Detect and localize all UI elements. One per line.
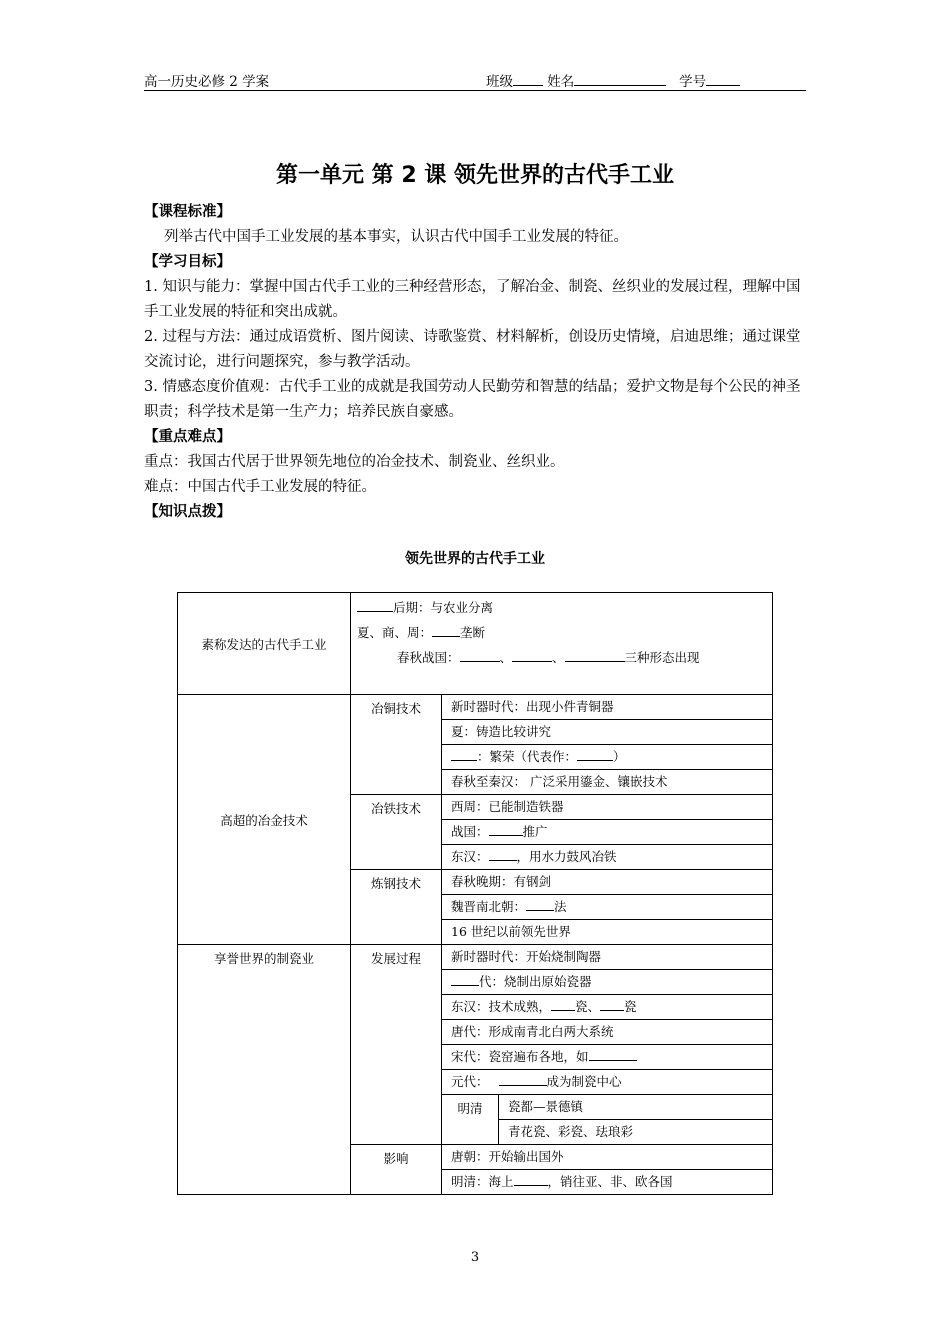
fill-blank[interactable] [460,648,500,662]
subcategory-cell: 发展过程 [351,945,442,1145]
table-row [178,695,773,720]
item-cell [442,820,773,845]
item-text: 推广 [522,824,548,839]
item-cell [442,895,773,920]
overview-line-3-end: 三种形态出现 [624,650,700,665]
item-text: 代：烧制出原始瓷器 [479,974,592,989]
goal-3: 3. 情感态度价值观：古代手工业的成就是我国劳动人民勤劳和智慧的结晶；爱护文物是每个公民的神圣职责；科学技术是第一生产力；培养民族自豪感。 [144,379,801,420]
item-cell: 新时器时代：开始烧制陶器 [442,945,773,970]
separator: 、 [552,650,565,665]
key-heading: 【重点难点】 [144,429,231,445]
category-cell: 素称发达的古代手工业 [178,593,351,695]
subcategory-cell: 冶铁技术 [351,795,442,870]
subcategory-cell: 冶铜技术 [351,695,442,795]
item-cell: 春秋至秦汉： 广泛采用鎏金、镶嵌技术 [442,770,773,795]
item-cell [442,970,773,995]
item-text: 魏晋南北朝： [451,899,527,914]
item-cell: 春秋晚期：有钢剑 [442,870,773,895]
lesson-body [144,200,808,525]
item-cell: 瓷都—景德镇 [499,1095,773,1120]
fill-blank[interactable] [589,1047,637,1061]
student-info [486,70,740,90]
item-text: 宋代：瓷窑遍布各地，如 [451,1049,589,1064]
item-cell: 唐朝：开始输出国外 [442,1145,773,1170]
subcategory-cell: 炼钢技术 [351,870,442,945]
fill-blank[interactable] [565,648,625,662]
difficulty: 难点：中国古代手工业发展的特征。 [144,479,376,495]
item-text: 东汉：技术成熟， [451,999,552,1014]
fill-blank[interactable] [526,897,554,911]
goal-2: 2. 过程与方法：通过成语赏析、图片阅读、诗歌鉴赏、材料解析，创设历史情境，启迪思维；通过课堂交流讨论，进行问题探究，参与教学活动。 [144,329,801,370]
item-text: 明清：海上 [451,1174,514,1189]
category-cell: 高超的冶金技术 [178,695,351,945]
table-title: 领先世界的古代手工业 [405,551,545,567]
item-text: 元代： [451,1074,489,1089]
name-label: 姓名 [547,74,575,90]
fill-blank[interactable] [489,822,523,836]
goals-heading: 【学习目标】 [144,254,231,270]
goal-1: 1. 知识与能力：掌握中国古代手工业的三种经营形态，了解冶金、制瓷、丝织业的发展过程，理解中国手工业发展的特征和突出成就。 [144,279,801,320]
table-row [178,593,773,695]
class-label: 班级 [486,74,513,90]
key-point: 重点：我国古代居于世界领先地位的冶金技术、制瓷业、丝织业。 [144,454,565,470]
item-cell: 青花瓷、彩瓷、珐琅彩 [499,1120,773,1145]
knowledge-table [177,592,773,1195]
item-cell [442,1045,773,1070]
item-text: ） [613,749,626,764]
overview-line-3: 春秋战国： [397,650,460,665]
standard-text: 列举古代中国手工业发展的基本事实，认识古代中国手工业发展的特征。 [164,229,628,245]
subcategory-cell: 影响 [351,1145,442,1195]
item-cell: 西周：已能制造铁器 [442,795,773,820]
number-label: 学号 [679,74,707,90]
item-cell: 新时器时代：出现小件青铜器 [442,695,773,720]
item-text: 东汉： [451,849,489,864]
item-cell [442,745,773,770]
fill-blank[interactable] [489,847,517,861]
class-blank[interactable] [513,73,543,86]
item-cell [442,995,773,1020]
item-cell: 唐代：形成南青北白两大系统 [442,1020,773,1045]
item-text: 战国： [451,824,489,839]
overview-cell [351,593,773,695]
overview-line-2-end: 垄断 [460,625,486,640]
item-text: ：繁荣（代表作： [477,749,578,764]
course-label: 高一历史必修 2 学案 [144,74,270,90]
item-text: ，用水力鼓风冶铁 [516,849,617,864]
page-number: 3 [470,1250,480,1265]
knowledge-heading: 【知识点拨】 [144,504,231,520]
overview-line-1: 后期：与农业分离 [393,600,494,615]
fill-blank[interactable] [451,747,477,761]
overview-line-2: 夏、商、周： [357,625,433,640]
fill-blank[interactable] [577,747,613,761]
fill-blank[interactable] [512,648,552,662]
fill-blank[interactable] [451,972,479,986]
page-title: 第一单元 第 2 课 领先世界的古代手工业 [276,163,674,188]
category-cell: 享誉世界的制瓷业 [178,945,351,1195]
item-cell: 16 世纪以前领先世界 [442,920,773,945]
item-cell [442,1070,773,1095]
number-blank[interactable] [706,73,740,86]
separator: 、 [499,650,513,665]
fill-blank[interactable] [514,1172,548,1186]
item-text: 瓷 [624,999,637,1014]
item-text: ，销往亚、非、欧各国 [547,1174,673,1189]
item-cell [442,1170,773,1195]
fill-blank[interactable] [432,623,460,637]
item-text: 成为制瓷中心 [546,1074,622,1089]
fill-blank[interactable] [499,1072,547,1086]
fill-blank[interactable] [551,997,575,1011]
item-cell [442,845,773,870]
item-cell: 夏：铸造比较讲究 [442,720,773,745]
item-text: 瓷、 [575,999,601,1014]
fill-blank[interactable] [600,997,624,1011]
name-blank[interactable] [574,73,666,86]
fill-blank[interactable] [357,598,393,612]
table-row [178,945,773,970]
item-text: 法 [554,899,567,914]
page-header [144,70,806,91]
standard-heading: 【课程标准】 [144,204,231,220]
ming-qing-cell: 明清 [442,1095,499,1145]
